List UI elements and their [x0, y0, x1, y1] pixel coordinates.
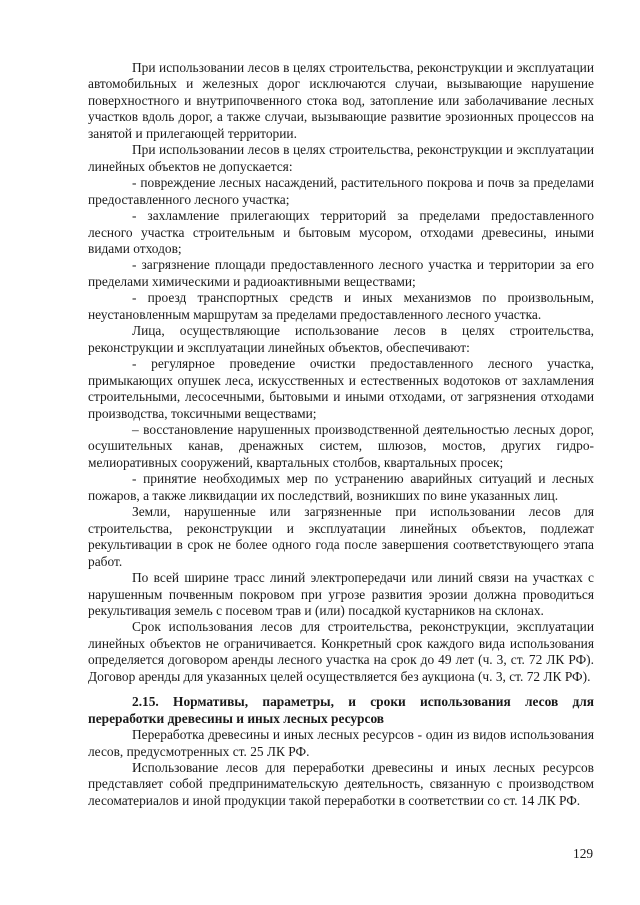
page-number: 129 [573, 846, 594, 861]
document-body [88, 60, 594, 809]
paragraph: По всей ширине трасс линий электропередачи или линий связи на участках с нарушенным почвенным покровом при угрозе развития эрозии должна проводиться рекультивация земель с посевом трав и (или) посадкой кустарников на склонах. [88, 570, 594, 618]
paragraph: Использование лесов для переработки древесины и иных лесных ресурсов представляет собой предпринимательскую деятельность, связанную с производством лесоматериалов и иной продукции такой переработки в соответствии со ст. 14 ЛК РФ. [88, 760, 594, 808]
paragraph: При использовании лесов в целях строительства, реконструкции и эксплуатации линейных объектов не допускается: [88, 142, 594, 174]
list-item: - повреждение лесных насаждений, растительного покрова и почв за пределами предоставленного лесного участка; [88, 175, 594, 207]
paragraph: Лица, осуществляющие использование лесов в целях строительства, реконструкции и эксплуатации линейных объектов, обеспечивают: [88, 323, 594, 355]
paragraph: Срок использования лесов для строительства, реконструкции, эксплуатации линейных объектов не ограничивается. Конкретный срок каждого вида использования определяется договором аренды лесного участка на срок до 49 лет (ч. 3, ст. 72 ЛК РФ). Договор аренды для указанных целей осуществляется без аукциона (ч. 3, ст. 72 ЛК РФ). [88, 619, 594, 684]
list-item: - захламление прилегающих территорий за пределами предоставленного лесного участка строительным и бытовым мусором, отходами древесины, иными видами отходов; [88, 208, 594, 256]
list-item: - загрязнение площади предоставленного лесного участка и территории за его пределами химическими и радиоактивными веществами; [88, 257, 594, 289]
list-item: - принятие необходимых мер по устранению аварийных ситуаций и лесных пожаров, а также ликвидации их последствий, возникших по вине указанных лиц. [88, 471, 594, 503]
list-item: – восстановление нарушенных производственной деятельностью лесных дорог, осушительных канав, дренажных систем, шлюзов, мостов, других гидро-мелиоративных сооружений, квартальных столбов, квартальных просек; [88, 421, 594, 470]
paragraph: Земли, нарушенные или загрязненные при использовании лесов для строительства, реконструкции и эксплуатации линейных объектов, подлежат рекультивации в срок не более одного года после завершения соответствующего этапа работ. [88, 504, 594, 569]
paragraph: При использовании лесов в целях строительства, реконструкции и эксплуатации автомобильных и железных дорог исключаются случаи, вызывающие нарушение поверхностного и внутрипочвенного стока вод, затопление или заболачивание лесных участков вдоль дорог, а также случаи, вызывающие развитие эрозионных процессов на занятой и прилегающей территории. [88, 60, 594, 141]
list-item: - регулярное проведение очистки предоставленного лесного участка, примыкающих опушек леса, искусственных и естественных водотоков от захламления строительными, лесосечными, бытовыми и иными отходами, от загрязнения отходами производства, токсичными веществами; [88, 356, 594, 421]
paragraph: Переработка древесины и иных лесных ресурсов - один из видов использования лесов, предусмотренных ст. 25 ЛК РФ. [88, 727, 594, 759]
list-item: - проезд транспортных средств и иных механизмов по произвольным, неустановленным маршрутам за пределами предоставленного лесного участка. [88, 290, 594, 322]
section-heading: 2.15. Нормативы, параметры, и сроки использования лесов для переработки древесины и иных лесных ресурсов [88, 694, 594, 726]
